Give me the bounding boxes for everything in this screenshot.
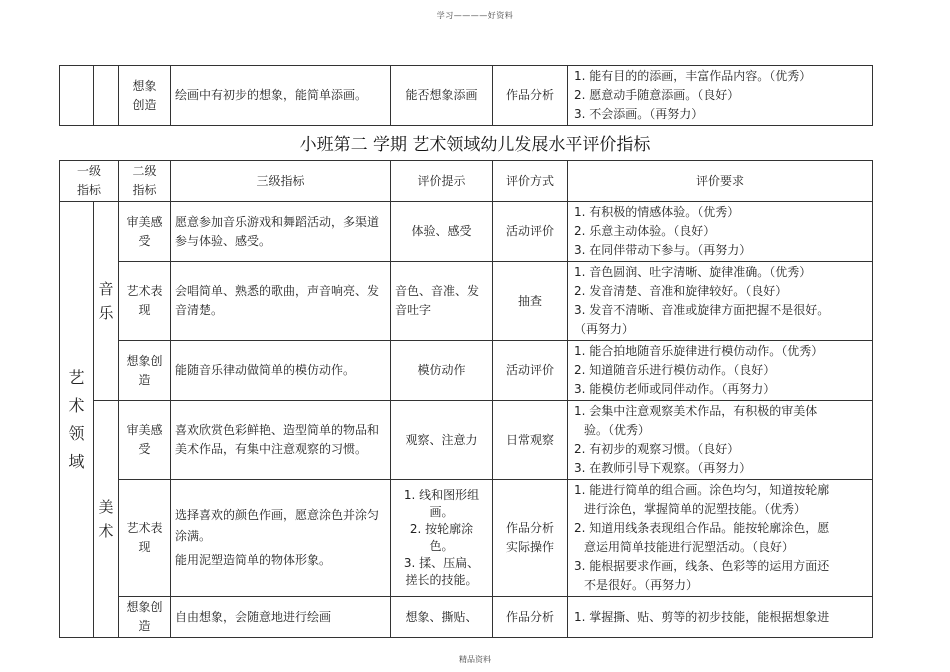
page-title: 小班第二 学期 艺术领域幼儿发展水平评价指标: [299, 135, 651, 155]
level3-cell: 能随音乐律动做简单的模仿动作。: [171, 341, 391, 401]
req-line: 3. 能模仿老师或同伴动作。（再努力）: [574, 382, 776, 396]
level3-text: 选择喜欢的颜色作画，愿意涂色并涂匀涂满。: [175, 508, 380, 543]
req-cell: [568, 597, 873, 638]
req-line: 3. 不会添画。（再努力）: [574, 107, 704, 121]
method-cell: 作品分析: [493, 597, 568, 638]
req-line: 2. 知道随音乐进行模仿动作。（良好）: [574, 363, 776, 377]
level3-cell: 喜欢欣赏色彩鲜艳、造型简单的物品和美术作品，有集中注意观察的习惯。: [171, 401, 391, 480]
req-cell: [568, 66, 873, 126]
table-row: [60, 401, 873, 480]
level2-cell: 审美感受: [119, 202, 171, 262]
method-cell: 活动评价: [493, 341, 568, 401]
domain-cell: [60, 202, 94, 638]
music-label: 音乐: [98, 280, 114, 322]
table-row: [60, 597, 873, 638]
hint-cell: [391, 480, 493, 597]
req-cell: [568, 480, 873, 597]
hint-line: 色。: [429, 539, 454, 553]
req-cell: [568, 341, 873, 401]
req-line: 3. 在同伴带动下参与。（再努力）: [574, 243, 752, 257]
req-line: 1. 能合拍地随音乐旋律进行模仿动作。（优秀）: [574, 344, 824, 358]
level3-cell: 愿意参加音乐游戏和舞蹈活动，多渠道参与体验、感受。: [171, 202, 391, 262]
req-line: 2. 愿意动手随意添画。（良好）: [574, 88, 740, 102]
req-line: 1. 会集中注意观察美术作品，有积极的审美体: [574, 404, 818, 418]
hint-cell: 想象、撕贴、: [391, 597, 493, 638]
empty-cell: [94, 66, 119, 126]
hint-cell: 音色、音准、发音吐字: [391, 262, 493, 341]
page-header: 学习————好资料: [436, 11, 514, 20]
page-footer: 精品资料: [459, 655, 491, 664]
req-line: 1. 音色圆润、吐字清晰、旋律准确。（优秀）: [574, 265, 812, 279]
req-line: 2. 有初步的观察习惯。（良好）: [574, 442, 740, 456]
col-header-level2: 二级 指标: [119, 161, 171, 202]
hint-line: 1. 线和图形组: [403, 488, 480, 502]
level3-text: 能用泥塑造简单的物体形象。: [175, 553, 332, 567]
level2-cell: 想象 创造: [119, 66, 171, 126]
req-line: 3. 能根据要求作画，线条、色彩等的运用方面还: [574, 559, 830, 573]
req-line: （再努力）: [574, 322, 635, 336]
method-cell: 作品分析: [493, 66, 568, 126]
empty-cell: [60, 66, 94, 126]
level2-cell: 艺术表现: [119, 262, 171, 341]
col-header-req: 评价要求: [568, 161, 873, 202]
table-row: [60, 480, 873, 597]
hint-line: 2. 按轮廓涂: [409, 522, 474, 536]
col-header-hint: 评价提示: [391, 161, 493, 202]
evaluation-table: [59, 160, 873, 638]
level3-cell: 自由想象，会随意地进行绘画: [171, 597, 391, 638]
table-row: [60, 202, 873, 262]
req-cell: [568, 202, 873, 262]
req-line: 2. 乐意主动体验。（良好）: [574, 224, 716, 238]
method-cell: 作品分析 实际操作: [493, 480, 568, 597]
table-row: [60, 341, 873, 401]
req-line: 进行涂色，掌握简单的泥塑技能。（优秀）: [584, 502, 807, 516]
hint-cell: 能否想象添画: [391, 66, 493, 126]
level3-cell: [171, 480, 391, 597]
level2-cell: 艺术表现: [119, 480, 171, 597]
domain-label: 艺术领域: [68, 367, 85, 471]
level2-cell: 审美感受: [119, 401, 171, 480]
method-cell: 活动评价: [493, 202, 568, 262]
method-cell: 抽查: [493, 262, 568, 341]
req-line: 1. 有积极的情感体验。（优秀）: [574, 205, 740, 219]
art-cell: [94, 401, 119, 638]
req-line: 3. 发音不清晰、音准或旋律方面把握不是很好。: [574, 303, 830, 317]
req-line: 2. 发音清楚、音准和旋律较好。（良好）: [574, 284, 788, 298]
method-cell: 日常观察: [493, 401, 568, 480]
hint-line: 3. 揉、压扁、: [403, 556, 480, 570]
col-header-method: 评价方式: [493, 161, 568, 202]
table-row: [60, 262, 873, 341]
music-cell: [94, 202, 119, 401]
col-header-level1: 一级 指标: [60, 161, 119, 202]
req-line: 1. 能有目的的添画，丰富作品内容。（优秀）: [574, 69, 812, 83]
level3-cell: 绘画中有初步的想象，能简单添画。: [171, 66, 391, 126]
hint-cell: 模仿动作: [391, 341, 493, 401]
table-row: [60, 66, 873, 126]
req-line: 不是很好。（再努力）: [584, 578, 699, 592]
top-fragment-table: [59, 65, 873, 126]
req-line: 1. 掌握撕、贴、剪等的初步技能，能根据想象进: [574, 609, 830, 624]
hint-cell: 体验、感受: [391, 202, 493, 262]
req-line: 验。（优秀）: [584, 423, 651, 437]
hint-line: 画。: [429, 505, 454, 519]
table-header-row: [60, 161, 873, 202]
req-line: 2. 知道用线条表现组合作品。能按轮廓涂色，愿: [574, 521, 830, 535]
req-line: 3. 在教师引导下观察。（再努力）: [574, 461, 752, 475]
level2-cell: 想象创造: [119, 597, 171, 638]
req-cell: [568, 401, 873, 480]
hint-line: 搓长的技能。: [405, 573, 478, 587]
col-header-level3: 三级指标: [171, 161, 391, 202]
req-line: 1. 能进行简单的组合画。涂色均匀，知道按轮廓: [574, 483, 830, 497]
level3-cell: 会唱简单、熟悉的歌曲，声音响亮、发音清楚。: [171, 262, 391, 341]
req-cell: [568, 262, 873, 341]
level2-cell: 想象创造: [119, 341, 171, 401]
art-label: 美术: [98, 498, 114, 540]
req-line: 意运用简单技能进行泥塑活动。（良好）: [584, 540, 795, 554]
hint-cell: 观察、注意力: [391, 401, 493, 480]
